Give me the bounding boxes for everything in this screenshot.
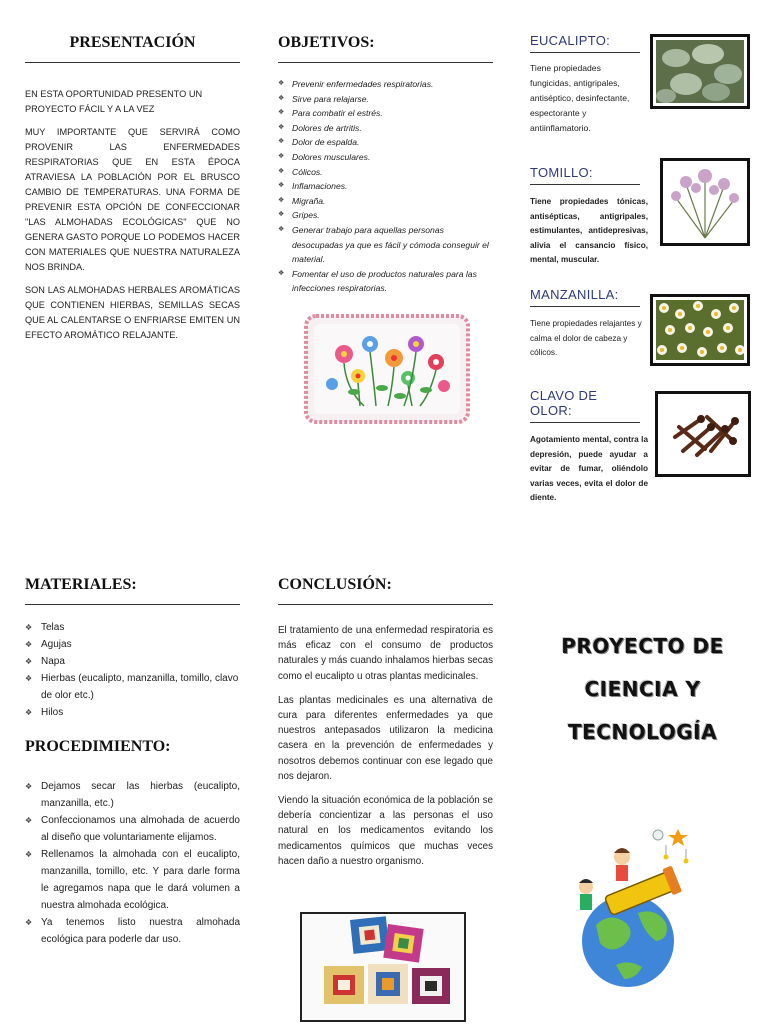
list-item: ❖ Agujas (25, 636, 240, 653)
tomillo-image (660, 158, 750, 246)
eucalipto-title: EUCALIPTO: (530, 33, 640, 53)
presentacion-heading: PRESENTACIÓN (25, 34, 240, 63)
objetivos-heading: OBJETIVOS: (278, 34, 493, 63)
telescope-illustration (566, 815, 706, 990)
manzanilla-image (650, 294, 750, 366)
list-item: ❖ Inflamaciones. (278, 179, 493, 194)
list-item: ❖ Telas (25, 619, 240, 636)
cushions-image (300, 912, 466, 1022)
cover-title-line-2: CIENCIA Y (584, 677, 701, 701)
presentacion-section (25, 34, 240, 351)
procedimiento-section (25, 738, 240, 948)
list-item: ❖ Gripes. (278, 208, 493, 223)
list-item: ❖ Confeccionamos una almohada de acuerdo al diseño que voluntariamente elijamos. (25, 812, 240, 846)
list-item: ❖ Rellenamos la almohada con el eucalipto, manzanilla, tomillo, etc. Y para darle forma le agregamos napa que le dará volumen a nuestra almohada ecológica. (25, 846, 240, 914)
tomillo-title: TOMILLO: (530, 165, 640, 185)
tomillo-text: Tiene propiedades tónicas, antisépticas, antigripales, estimulantes, antidepresivas, alivia el cansancio físico, mental, muscular. (530, 197, 648, 265)
list-item: ❖ Napa (25, 653, 240, 670)
list-item: ❖ Hilos (25, 704, 240, 721)
cover-title-line-1: PROYECTO DE (561, 634, 724, 658)
list-item: ❖ Dolor de espalda. (278, 135, 493, 150)
conclusion-paragraph-2: Las plantas medicinales es una alternativa de cura para diferentes enfermedades ya que nuestros antepasados utilizaron la medicina casera en la prevención de enfermedades y nosotros debemos continuar con ese legado que nos dejaron. (278, 694, 493, 782)
list-item: ❖ Prevenir enfermedades respiratorias. (278, 77, 493, 92)
pillow-image (304, 314, 470, 424)
list-item: ❖ Fomentar el uso de productos naturales para las infecciones respiratorias. (278, 267, 493, 296)
list-item: ❖ Generar trabajo para aquellas personas desocupadas ya que es fácil y cómoda conseguir el material. (278, 223, 493, 267)
objetivos-section (278, 34, 493, 296)
procedimiento-list (25, 778, 240, 948)
list-item: ❖ Ya tenemos listo nuestra almohada ecológica para poderle dar uso. (25, 914, 240, 948)
procedimiento-heading: PROCEDIMIENTO: (25, 738, 171, 755)
clavo-title: CLAVO DE OLOR: (530, 388, 640, 423)
conclusion-heading: CONCLUSIÓN: (278, 576, 493, 605)
conclusion-paragraph-1: El tratamiento de una enfermedad respiratoria es más eficaz con el consumo de productos naturales y más cuando inhalamos hierbas secas como el eucalipto u otras plantas medicinales. (278, 625, 493, 682)
list-item: ❖ Dolores de artritis. (278, 121, 493, 136)
manzanilla-title: MANZANILLA: (530, 287, 640, 307)
clavo-text: Agotamiento mental, contra la depresión, puede ayudar a evitar de fumar, oliéndolo varias veces, evita el dolor de diente. (530, 435, 648, 503)
eucalipto-image (650, 34, 750, 109)
list-item: ❖ Hierbas (eucalipto, manzanilla, tomillo, clavo de olor etc.) (25, 670, 240, 704)
presentacion-paragraph-1: EN ESTA OPORTUNIDAD PRESENTO UN PROYECTO FÁCIL Y A LA VEZ (25, 89, 203, 114)
conclusion-paragraph-3: Viendo la situación económica de la población se debería concientizar a las personas el uso natural en los medicamentos evitando los medicamentos químicos que muchas veces hacen daño a nuestro organismo. (278, 795, 493, 867)
clavo-image (655, 391, 751, 477)
list-item: ❖ Sirve para relajarse. (278, 92, 493, 107)
materiales-list (25, 619, 240, 721)
presentacion-paragraph-3: SON LAS ALMOHADAS HERBALES AROMÁTICAS QUE CONTIENEN HIERBAS, SEMILLAS SECAS QUE AL CALENTARSE O ENFRIARSE EMITEN UN EFECTO AROMÁTICO RELAJANTE. (25, 285, 240, 340)
cover-section (530, 625, 755, 754)
materiales-section (25, 576, 240, 721)
list-item: ❖ Dolores musculares. (278, 150, 493, 165)
presentacion-paragraph-2: MUY IMPORTANTE QUE SERVIRÁ COMO PROVENIR LAS ENFERMEDADES RESPIRATORIAS QUE EN ESTA ÉPOCA ATRAVIESA LA POBLACIÓN POR EL BRUSCO CAMBIO DE TEMPERATURAS. UNA FORMA DE PREVENIR ESTA OPCIÓN DE CONFECCIONAR "LAS ALMOHADAS ECOLÓGICAS" QUE NO GENERA GASTO PORQUE LO PODEMOS HACER CON MATERIALES QUE NUESTRA NATURALEZA NOS BRINDA. (25, 127, 240, 272)
list-item: ❖ Migraña. (278, 194, 493, 209)
list-item: ❖ Para combatir el estrés. (278, 106, 493, 121)
manzanilla-text: Tiene propiedades relajantes y calma el dolor de cabeza y cólicos. (530, 319, 642, 358)
list-item: ❖ Dejamos secar las hierbas (eucalipto, manzanilla, etc.) (25, 778, 240, 812)
materiales-heading: MATERIALES: (25, 576, 240, 605)
eucalipto-text: Tiene propiedades fungicidas, antigripales, antiséptico, desinfectante, espectorante y antiinflamatorio. (530, 63, 630, 133)
cover-title-line-3: TECNOLOGÍA (567, 720, 718, 744)
list-item: ❖ Cólicos. (278, 165, 493, 180)
conclusion-section (278, 576, 493, 878)
objetivos-list (278, 77, 493, 296)
